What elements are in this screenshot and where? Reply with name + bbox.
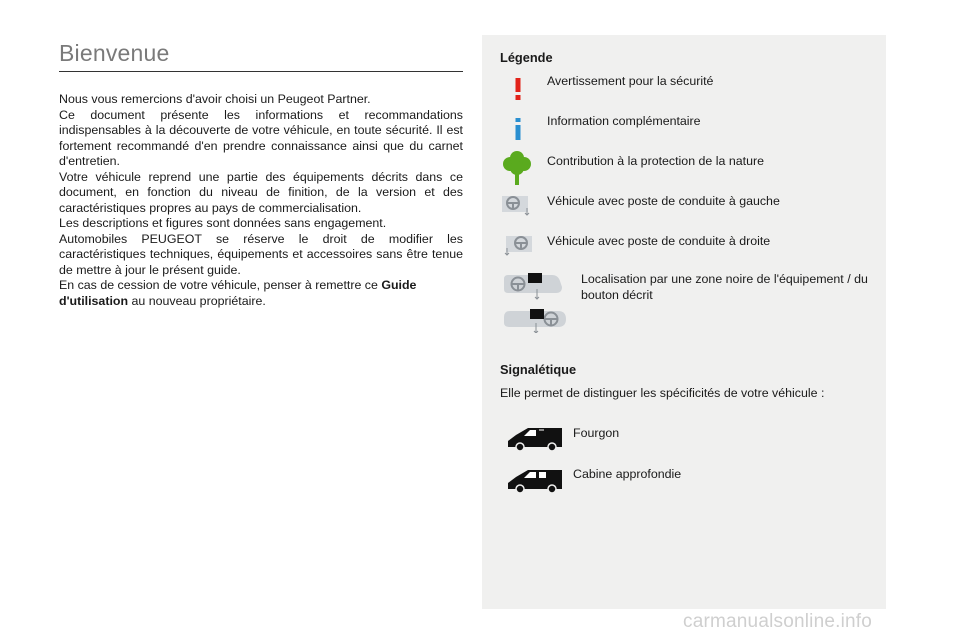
- legend-item-text: Véhicule avec poste de conduite à droite: [547, 234, 771, 248]
- guide-name: Guide d'utilisation: [59, 278, 417, 308]
- signaletique-desc: Elle permet de distinguer les spécificités de votre véhicule :: [500, 386, 825, 400]
- intro-para-2: Ce document présente les informations et recommandations indispensables à la découverte de votre véhicule, en toute sécurité. Il est fortement recommandé d'en prendre connaissance ainsi que du carnet d'entretien.: [59, 107, 463, 168]
- legend-item-text: Véhicule avec poste de conduite à gauche: [547, 194, 780, 208]
- intro-para-1: Nous vous remercions d'avoir choisi un Peugeot Partner.: [59, 92, 371, 106]
- legend-panel: [482, 35, 886, 609]
- lhd-steering-icon: [502, 192, 532, 218]
- legend-item-text: Information complémentaire: [547, 114, 701, 128]
- intro-para-4: Les descriptions et figures sont données sans engagement.: [59, 216, 387, 230]
- watermark: carmanualsonline.info: [683, 611, 873, 632]
- legend-title: Légende: [500, 50, 553, 65]
- crew-cab-van-icon: [506, 467, 564, 495]
- warning-icon: [510, 77, 526, 101]
- rhd-steering-icon: [502, 232, 532, 258]
- legend-item-text: Avertissement pour la sécurité: [547, 74, 714, 88]
- intro-text: [59, 92, 463, 309]
- location-zone-icon: [502, 271, 572, 333]
- cession-prefix: En cas de cession de votre véhicule, penser à remettre ce: [59, 278, 382, 292]
- title-divider: [59, 71, 463, 72]
- intro-para-5: Automobiles PEUGEOT se réserve le droit de modifier les caractéristiques techniques, équipements et accessoires sans être tenue de mettre à jour le présent guide.: [59, 231, 463, 277]
- legend-item-text: Contribution à la protection de la nature: [547, 154, 764, 168]
- nature-icon: [502, 150, 532, 186]
- page-title: Bienvenue: [59, 40, 170, 66]
- signaletique-item-text: Fourgon: [573, 426, 620, 440]
- cession-suffix: au nouveau propriétaire.: [128, 293, 266, 308]
- info-icon: [510, 117, 526, 141]
- intro-para-3: Votre véhicule reprend une partie des équipements décrits dans ce document, en fonction du niveau de finition, de la version et des caractéristiques propres au pays de commercialisation.: [59, 169, 463, 215]
- legend-item-text: Localisation par une zone noire de l'équipement / du bouton décrit: [581, 272, 868, 302]
- intro-para-6: [59, 278, 463, 309]
- signaletique-title: Signalétique: [500, 362, 577, 377]
- signaletique-item-text: Cabine approfondie: [573, 467, 682, 481]
- van-icon: [506, 425, 564, 453]
